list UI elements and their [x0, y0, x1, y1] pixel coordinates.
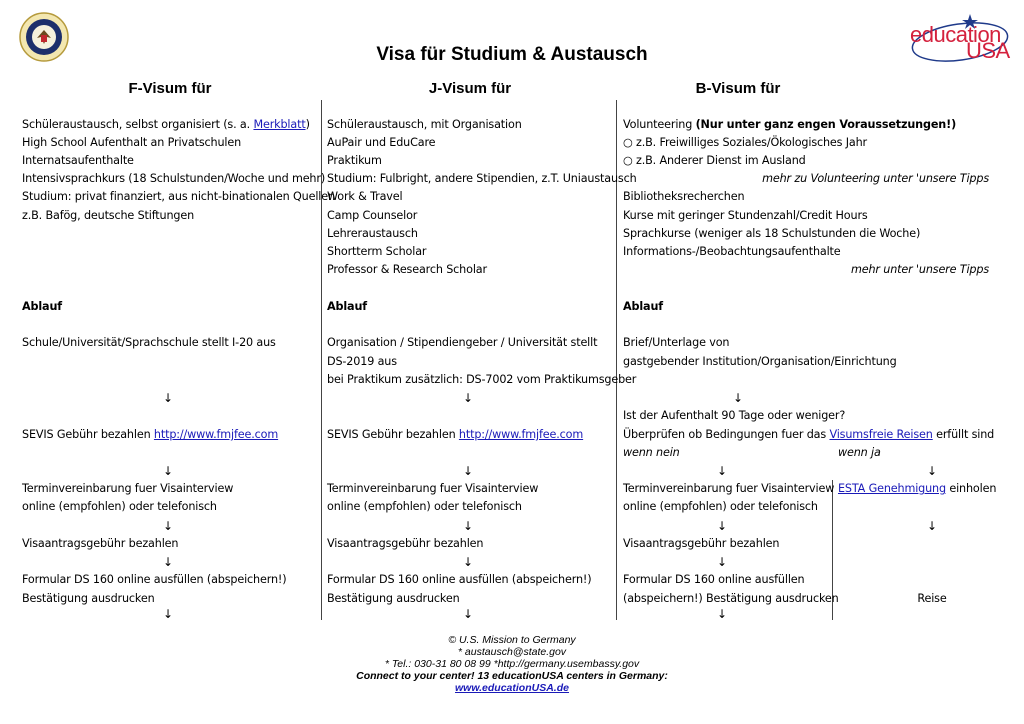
heading-b-visum: B-Visum für — [695, 80, 781, 97]
j-step-formular-1: Formular DS 160 online ausfüllen (abspeichern!) — [327, 573, 592, 586]
b-arrow-ja: ↓ — [927, 464, 938, 478]
b-tipps-volunteering: mehr zu Volunteering unter 'unsere Tipps — [762, 172, 989, 185]
footer-copyright: © U.S. Mission to Germany — [448, 634, 576, 646]
j-item-studium: Studium: Fulbright, andere Stipendien, z.T. Uniaustausch — [327, 172, 637, 185]
f-arrow-1: ↓ — [163, 391, 174, 405]
j-arrow-2: ↓ — [463, 464, 474, 478]
b-esta-end: einholen — [945, 482, 997, 495]
b-pruefen-end: erfüllt sind — [932, 428, 995, 441]
f-item-schueleraustausch — [22, 118, 310, 132]
b-arrow-2: ↓ — [717, 519, 728, 533]
f-item-studium: Studium: privat finanziert, aus nicht-binationalen Quellen — [22, 190, 335, 203]
f-sevis-text: SEVIS Gebühr bezahlen — [22, 428, 154, 441]
footer-email: * austausch@state.gov — [457, 646, 567, 658]
b-step-termin-2: online (empfohlen) oder telefonisch — [623, 500, 818, 513]
j-item-professor: Professor & Research Scholar — [327, 263, 487, 276]
j-step-termin-2: online (empfohlen) oder telefonisch — [327, 500, 522, 513]
b-branch-wenn-ja: wenn ja — [838, 446, 881, 459]
j-item-schueleraustausch: Schüleraustausch, mit Organisation — [327, 118, 522, 131]
f-step-termin-1: Terminvereinbarung fuer Visainterview — [22, 482, 234, 495]
b-step-institution: gastgebender Institution/Organisation/Einrichtung — [623, 355, 897, 368]
j-step-ds7002: bei Praktikum zusätzlich: DS-7002 vom Praktikumsgeber — [327, 373, 637, 386]
b-branch-wenn-nein: wenn nein — [623, 446, 680, 459]
footer-connect: Connect to your center! 13 educationUSA centers in Germany: — [356, 670, 668, 682]
f-item-internat: Internatsaufenthalte — [22, 154, 134, 167]
f-item-bafoeg: z.B. Bafög, deutsche Stiftungen — [22, 209, 195, 222]
f-arrow-2: ↓ — [163, 464, 174, 478]
b-step-pruefen — [623, 428, 994, 442]
b-volunteering-text: Volunteering — [623, 118, 696, 131]
logo-word-usa: USA — [966, 38, 1010, 63]
j-item-lehreraustausch: Lehreraustausch — [327, 227, 418, 240]
page-title: Visa für Studium & Austausch — [376, 44, 648, 65]
j-arrow-1: ↓ — [463, 391, 474, 405]
j-arrow-3: ↓ — [463, 519, 474, 533]
b-pruefen-text: Überprüfen ob Bedingungen fuer das — [623, 428, 830, 441]
j-step-organisation: Organisation / Stipendiengeber / Universität stellt — [327, 336, 598, 349]
j-arrow-5: ↓ — [463, 607, 474, 621]
b-step-formular-2: (abspeichern!) Bestätigung ausdrucken — [623, 592, 839, 605]
visumfreie-reisen-link[interactable]: Visumsfreie Reisen — [829, 428, 933, 441]
f-close-paren: ) — [305, 118, 310, 131]
b-item-volunteering — [623, 118, 956, 132]
b-item-dienst: ○ z.B. Anderer Dienst im Ausland — [623, 154, 806, 167]
b-step-frage-90-tage: Ist der Aufenthalt 90 Tage oder weniger? — [623, 409, 846, 422]
heading-j-visum: J-Visum für — [428, 80, 512, 97]
b-tipps-allgemein: mehr unter 'unsere Tipps — [850, 263, 989, 276]
b-arrow-nein: ↓ — [717, 464, 728, 478]
logo-word-education: education — [910, 22, 1001, 47]
b-step-gebuehr: Visaantragsgebühr bezahlen — [623, 537, 780, 550]
f-step-formular-1: Formular DS 160 online ausfüllen (abspeichern!) — [22, 573, 287, 586]
f-item-text: Schüleraustausch, selbst organisiert (s. a. — [22, 118, 254, 131]
b-step-termin-1: Terminvereinbarung fuer Visainterview — [623, 482, 835, 495]
j-arrow-4: ↓ — [463, 555, 474, 569]
f-ablauf-heading: Ablauf — [22, 300, 62, 313]
j-item-shortterm: Shortterm Scholar — [327, 245, 427, 258]
b-item-fsj: ○ z.B. Freiwilliges Soziales/Ökologisches Jahr — [623, 136, 867, 149]
j-item-work-travel: Work & Travel — [327, 190, 403, 203]
f-step-gebuehr: Visaantragsgebühr bezahlen — [22, 537, 179, 550]
b-item-informationsaufenthalte: Informations-/Beobachtungsaufenthalte — [623, 245, 841, 258]
b-item-kurse: Kurse mit geringer Stundenzahl/Credit Hours — [623, 209, 868, 222]
b-step-reise: Reise — [917, 592, 947, 605]
j-step-sevis — [327, 428, 583, 442]
j-item-camp-counselor: Camp Counselor — [327, 209, 418, 222]
heading-f-visum: F-Visum für — [128, 80, 212, 97]
f-arrow-3: ↓ — [163, 519, 174, 533]
f-step-sevis — [22, 428, 278, 442]
j-step-ds2019: DS-2019 aus — [327, 355, 397, 368]
j-item-aupair: AuPair und EduCare — [327, 136, 436, 149]
f-step-i20: Schule/Universität/Sprachschule stellt I-20 aus — [22, 336, 276, 349]
j-step-termin-1: Terminvereinbarung fuer Visainterview — [327, 482, 539, 495]
b-arrow-1: ↓ — [733, 391, 744, 405]
b-step-formular-1: Formular DS 160 online ausfüllen — [623, 573, 805, 586]
b-item-sprachkurse: Sprachkurse (weniger als 18 Schulstunden die Woche) — [623, 227, 921, 240]
esta-genehmigung-link[interactable]: ESTA Genehmigung — [838, 482, 946, 495]
f-arrow-4: ↓ — [163, 555, 174, 569]
j-ablauf-heading: Ablauf — [327, 300, 367, 313]
f-item-intensivsprachkurs: Intensivsprachkurs (18 Schulstunden/Woche und mehr) — [22, 172, 326, 185]
b-arrow-4: ↓ — [717, 607, 728, 621]
b-volunteering-warning: (Nur unter ganz engen Voraussetzungen!) — [695, 118, 957, 131]
f-step-formular-2: Bestätigung ausdrucken — [22, 592, 155, 605]
j-sevis-text: SEVIS Gebühr bezahlen — [327, 428, 459, 441]
b-step-esta — [838, 482, 996, 496]
merkblatt-link[interactable]: Merkblatt — [253, 118, 306, 131]
footer-contact: * Tel.: 030-31 80 08 99 *http://germany.usembassy.gov — [384, 658, 640, 670]
footer-website-link[interactable]: www.educationUSA.de — [455, 682, 569, 694]
b-step-brief: Brief/Unterlage von — [623, 336, 730, 349]
f-item-highschool: High School Aufenthalt an Privatschulen — [22, 136, 242, 149]
b-item-bibliothek: Bibliotheksrecherchen — [623, 190, 745, 203]
b-arrow-esta: ↓ — [927, 519, 938, 533]
j-sevis-link[interactable]: http://www.fmjfee.com — [458, 428, 584, 441]
j-item-praktikum: Praktikum — [327, 154, 382, 167]
f-arrow-5: ↓ — [163, 607, 174, 621]
j-step-gebuehr: Visaantragsgebühr bezahlen — [327, 537, 484, 550]
f-sevis-link[interactable]: http://www.fmjfee.com — [153, 428, 279, 441]
f-step-termin-2: online (empfohlen) oder telefonisch — [22, 500, 217, 513]
j-step-formular-2: Bestätigung ausdrucken — [327, 592, 460, 605]
b-ablauf-heading: Ablauf — [623, 300, 663, 313]
b-arrow-3: ↓ — [717, 555, 728, 569]
